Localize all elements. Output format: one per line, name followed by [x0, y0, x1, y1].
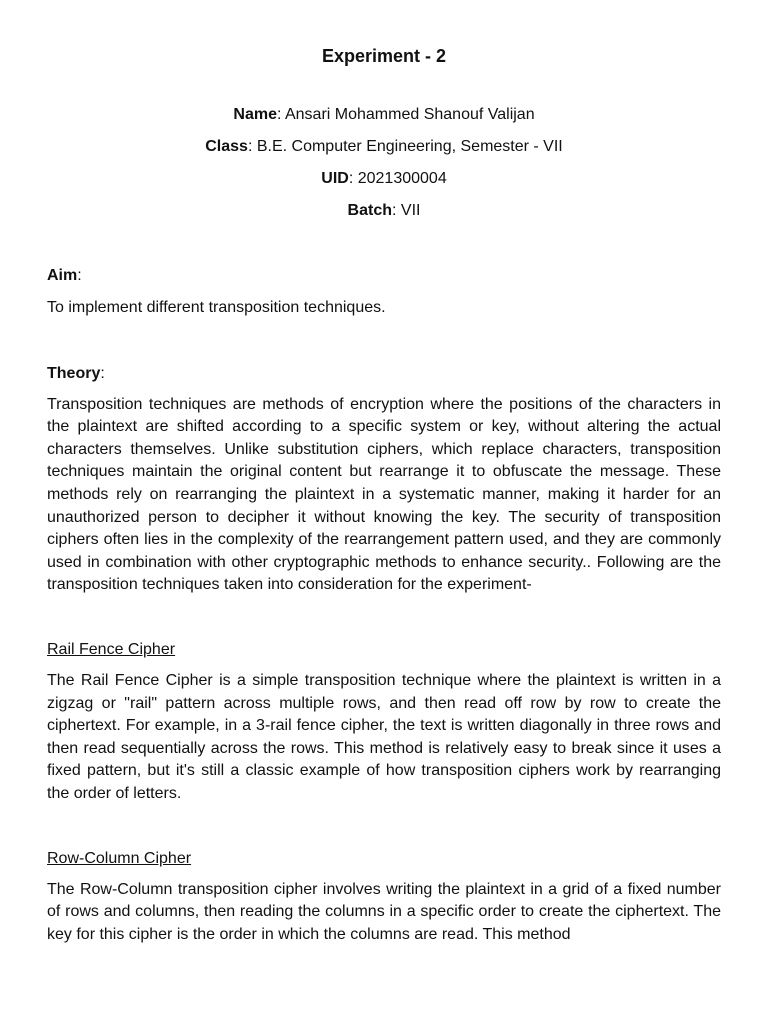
- batch-label: Batch: [347, 202, 392, 219]
- uid-line: [47, 168, 721, 200]
- row-column-paragraph: The Row-Column transposition cipher involves writing the plaintext in a grid of a fixed number of rows and columns, then reading the columns in a specific order to create the ciphertext. The key for this cipher is the order in which the columns are read. This method: [47, 880, 721, 943]
- rail-fence-heading: Rail Fence Cipher: [47, 640, 176, 658]
- uid-value: : 2021300004: [348, 170, 447, 187]
- name-value: : Ansari Mohammed Shanouf Valijan: [276, 106, 535, 123]
- row-column-heading: Row-Column Cipher: [47, 849, 192, 867]
- batch-value: : VII: [392, 202, 421, 219]
- theory-heading: [47, 363, 721, 385]
- batch-line: [47, 200, 721, 232]
- student-info: [47, 104, 721, 232]
- aim-text: To implement different transposition techniques.: [47, 299, 386, 316]
- uid-label: UID: [321, 170, 349, 187]
- class-value: : B.E. Computer Engineering, Semester - VII: [247, 138, 563, 155]
- theory-colon: :: [100, 364, 105, 382]
- class-label: Class: [205, 138, 248, 155]
- aim-colon: :: [77, 267, 82, 284]
- aim-heading: [47, 265, 721, 287]
- theory-label: Theory: [47, 364, 101, 382]
- aim-label: Aim: [47, 267, 78, 284]
- name-line: [47, 104, 721, 136]
- name-label: Name: [233, 106, 277, 123]
- class-line: [47, 136, 721, 168]
- theory-paragraph: Transposition techniques are methods of encryption where the positions of the characters in the plaintext are shifted according to a specific system or key, without altering the actual characters themselves. Unlike substitution ciphers, which replace characters, transposition techniques maintain the original content but rearrange it to obfuscate the message. These methods rely on rearranging the plaintext in a systematic manner, making it harder for an unauthorized person to decipher it without knowing the key. The security of transposition ciphers often lies in the complexity of the rearrangement pattern used, and they are commonly used in combination with other cryptographic methods to enhance security.. Following are the transposition techniques taken into consideration for the experiment-: [47, 395, 721, 594]
- rail-fence-paragraph: The Rail Fence Cipher is a simple transposition technique where the plaintext is written in a zigzag or "rail" pattern across multiple rows, and then read off row by row to create the ciphertext. For example, in a 3-rail fence cipher, the text is written diagonally in three rows and then read sequentially across the rows. This method is relatively easy to break since it uses a fixed pattern, but it's still a classic example of how transposition ciphers work by rearranging the order of letters.: [47, 671, 721, 802]
- page-title: Experiment - 2: [321, 46, 447, 66]
